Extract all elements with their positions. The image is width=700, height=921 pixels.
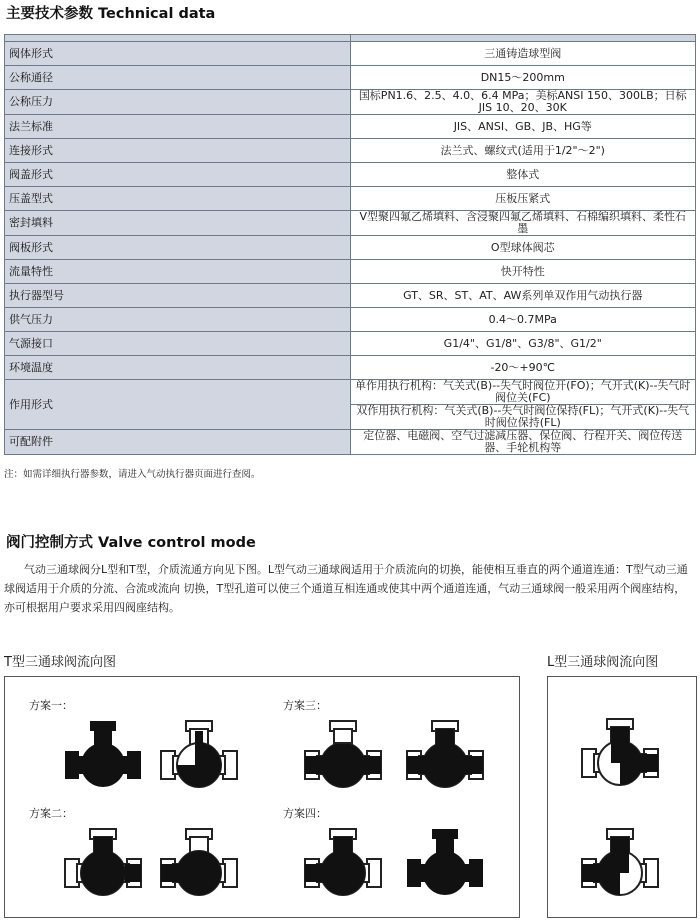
row-label: 流量特性: [5, 260, 351, 284]
plan1-label: 方案一：: [29, 699, 73, 712]
row-value: 国标PN1.6、2.5、4.0、6.4 MPa；美标ANSI 150、300LB；日标JIS 10、20、30K: [350, 90, 696, 115]
valve-icon: [578, 717, 662, 789]
row-value-double-action: 双作用执行机构：气关式(B)--失气时阀位保持(FL)；气开式(K)--失气时阀位保持(FL): [350, 405, 696, 430]
valve-icon: [157, 719, 241, 791]
l-type-flow-diagram: [547, 676, 697, 918]
row-label: 公称通径: [5, 66, 351, 90]
row-label: 连接形式: [5, 139, 351, 163]
table-note: 注：如需详细执行器参数，请进入气动执行器页面进行查阅。: [4, 469, 261, 480]
t-type-flow-diagram: [4, 676, 520, 918]
row-value: 整体式: [350, 163, 696, 187]
control-paragraph: 气动三通球阀分L型和T型，介质流通方向见下图。L型气动三通球阀适用于介质流向的切换，能使相互垂直的两个通道连通：T型气动三通球阀适用于介质的分流、合流或流向 切换，T型孔道可以使三个通道互相连通或使其中两个通道连通，气动三通球阀一般采用两个阀座结构，亦可根据用户要求采用四阀座结构。: [4, 563, 688, 614]
table-row: [5, 284, 696, 308]
table-row: [5, 115, 696, 139]
valve-icon: [403, 827, 487, 899]
table-row: [5, 139, 696, 163]
table-row: [5, 187, 696, 211]
l-diagram-caption: L型三通球阀流向图: [547, 655, 659, 670]
table-row: [5, 211, 696, 236]
row-label: 密封填料: [5, 211, 351, 236]
table-row: [5, 66, 696, 90]
row-value: -20～+90℃: [350, 356, 696, 380]
plan3-label: 方案三：: [283, 699, 327, 712]
row-label: 压盖型式: [5, 187, 351, 211]
row-label: 执行器型号: [5, 284, 351, 308]
row-value: 法兰式、螺纹式(适用于1/2"～2"): [350, 139, 696, 163]
row-label: 供气压力: [5, 308, 351, 332]
plan4-label: 方案四：: [283, 807, 327, 820]
table-row: [5, 260, 696, 284]
table-row: [5, 42, 696, 66]
row-label: 可配附件: [5, 430, 351, 455]
table-row: [5, 236, 696, 260]
row-value: V型聚四氟乙烯填料、含浸聚四氟乙烯填料、石棉编织填料、柔性石墨: [350, 211, 696, 236]
row-value: 三通铸造球型阀: [350, 42, 696, 66]
row-label: 气源接口: [5, 332, 351, 356]
row-label-action: 作用形式: [5, 380, 351, 430]
control-section-title: 阀门控制方式 Valve control mode: [6, 535, 256, 551]
row-label: 公称压力: [5, 90, 351, 115]
row-value: G1/4"、G1/8"、G3/8"、G1/2": [350, 332, 696, 356]
row-value: O型球体阀芯: [350, 236, 696, 260]
table-row: [5, 163, 696, 187]
row-value: DN15～200mm: [350, 66, 696, 90]
row-label: 阀盖形式: [5, 163, 351, 187]
table-row: [5, 332, 696, 356]
table-row: [5, 356, 696, 380]
valve-icon: [578, 827, 662, 899]
row-label: 环境温度: [5, 356, 351, 380]
plan2-label: 方案二：: [29, 807, 73, 820]
row-value: 压板压紧式: [350, 187, 696, 211]
row-value: 0.4～0.7MPa: [350, 308, 696, 332]
row-label: 法兰标准: [5, 115, 351, 139]
row-value: JIS、ANSI、GB、JB、HG等: [350, 115, 696, 139]
table-row: [5, 308, 696, 332]
tech-section-title: 主要技术参数 Technical data: [6, 6, 216, 22]
row-label: 阀体形式: [5, 42, 351, 66]
valve-icon: [403, 719, 487, 791]
table-row: [5, 380, 696, 405]
row-label: 阀板形式: [5, 236, 351, 260]
valve-icon: [301, 719, 385, 791]
table-row: [5, 90, 696, 115]
row-value: 定位器、电磁阀、空气过滤减压器、保位阀、行程开关、阀位传送器、手轮机构等: [350, 430, 696, 455]
tech-table: [4, 34, 696, 455]
valve-icon: [61, 827, 145, 899]
row-value: 快开特性: [350, 260, 696, 284]
table-header-band: [5, 35, 696, 42]
valve-icon: [301, 827, 385, 899]
row-value-single-action: 单作用执行机构：气关式(B)--失气时阀位开(FO)；气开式(K)--失气时阀位关(FC): [350, 380, 696, 405]
valve-icon: [157, 827, 241, 899]
table-row: [5, 430, 696, 455]
row-value: GT、SR、ST、AT、AW系列单双作用气动执行器: [350, 284, 696, 308]
valve-icon: [61, 719, 145, 791]
t-diagram-caption: T型三通球阀流向图: [4, 655, 116, 670]
